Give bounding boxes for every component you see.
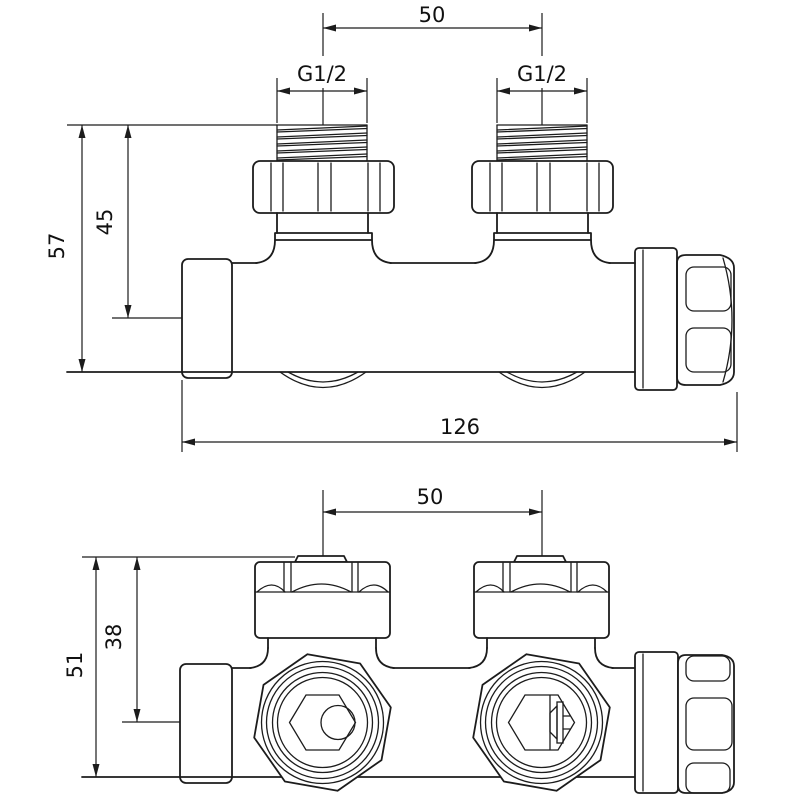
pipe-connection-nut-right	[473, 654, 610, 791]
dim-height-total-bottom-label: 51	[63, 651, 87, 679]
dim-height-axis-bottom-label: 38	[102, 623, 126, 651]
radiator-connection-left-bottom	[250, 556, 394, 668]
dim-height-total-top-label: 57	[45, 232, 69, 260]
dim-height-total-top	[45, 125, 277, 372]
dim-thread-left	[277, 62, 367, 123]
octagon-nut-right	[473, 654, 610, 791]
union-nut-right	[472, 161, 613, 213]
tailpiece-collar-bottom	[635, 652, 678, 793]
dim-pitch-bottom	[323, 485, 542, 556]
dim-thread-right-label: G1/2	[516, 62, 568, 86]
radiator-connection-left	[253, 125, 394, 263]
neck-right	[475, 213, 610, 263]
tailpiece-top-view	[635, 248, 734, 390]
top-view	[45, 3, 737, 452]
dim-height-axis-top-label: 45	[93, 208, 117, 236]
tailpiece-bottom-view	[635, 652, 734, 793]
dim-length-label: 126	[439, 415, 481, 439]
dim-height-axis-bottom	[102, 557, 180, 722]
dim-pitch-top	[323, 3, 542, 125]
dim-height-axis-top	[93, 125, 182, 318]
thread-right	[497, 125, 587, 161]
dim-pitch-bottom-label: 50	[416, 485, 444, 509]
end-plug-top-view	[182, 259, 232, 378]
rear-nut-arc-left-inner	[288, 372, 358, 382]
radiator-connection-right-bottom	[469, 556, 613, 668]
hex-flat-upper	[686, 267, 731, 311]
tailpiece-collar	[635, 248, 677, 390]
thread-left	[277, 125, 367, 161]
bottom-view	[63, 485, 734, 793]
dim-thread-left-label: G1/2	[296, 62, 348, 86]
rear-nut-arc-right-inner	[507, 372, 577, 382]
radiator-connection-right	[472, 125, 613, 263]
pipe-connection-nut-left	[254, 654, 391, 791]
valve-body-top-view	[67, 263, 635, 388]
hex-nut-left	[255, 562, 390, 638]
hex-nut-right	[474, 562, 609, 638]
end-plug-bottom-view	[180, 664, 232, 783]
neck-left	[256, 213, 391, 263]
hex-flat-lower	[686, 328, 731, 372]
union-nut-left	[253, 161, 394, 213]
dim-pitch-top-label: 50	[418, 3, 446, 27]
octagon-nut-left	[254, 654, 391, 791]
